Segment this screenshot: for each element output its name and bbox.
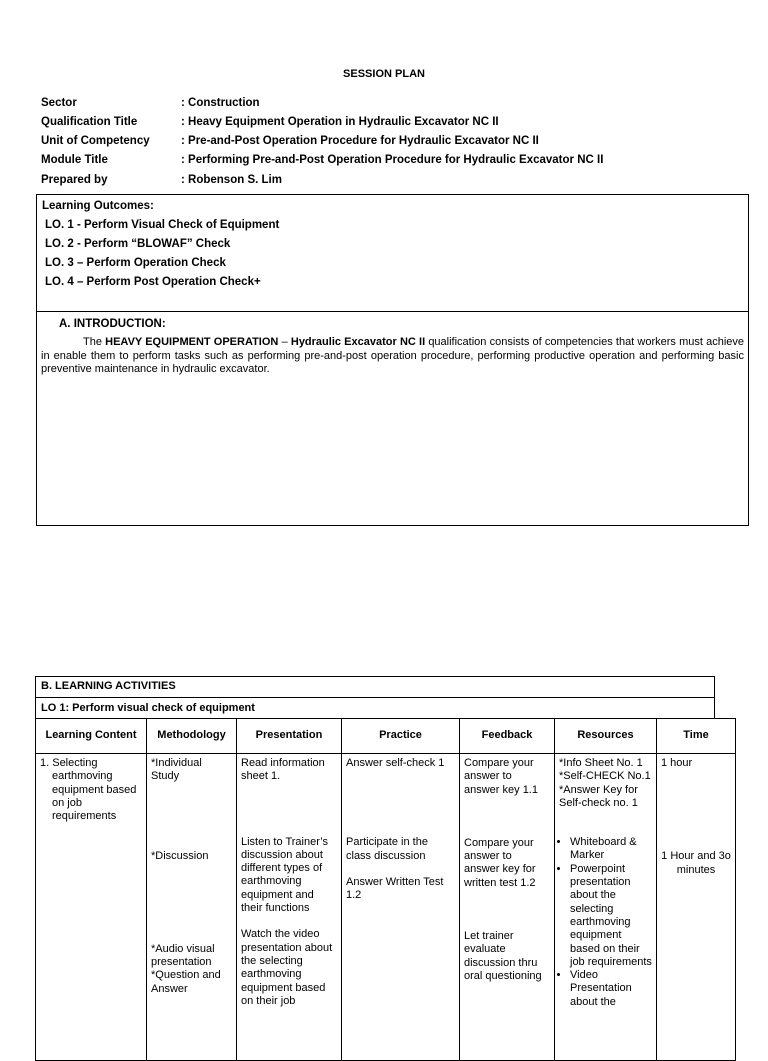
lo1-header (35, 697, 715, 719)
methodology-item: *Individual Study (151, 757, 202, 783)
presentation-item: Watch the video presentation about the selecting earthmoving equipment based on their job (241, 928, 333, 1007)
lo1-title: LO 1: Perform visual check of equipment (41, 702, 255, 714)
col-resources: Resources (555, 719, 657, 754)
resource-item: *Self-CHECK No.1 (559, 770, 651, 783)
resources-cell (555, 754, 657, 1061)
time-item: 1 Hour and 3o minutes (661, 850, 731, 876)
resource-list-item: • Powerpoint presentation about the selecting earthmoving equipment based on their job requirements (570, 863, 652, 969)
outcome-item: LO. 2 - Perform “BLOWAF” Check (45, 238, 231, 250)
learning-content-text: 1. Selecting earthmoving equipment based on job requirements (40, 757, 137, 823)
feedback-item: Compare your answer to answer key 1.1 (464, 757, 538, 796)
qualification-value: : Heavy Equipment Operation in Hydraulic Excavator NC II (181, 116, 499, 128)
resource-list-item: • Whiteboard & Marker (570, 836, 652, 863)
col-practice: Practice (342, 719, 460, 754)
resource-list-item: • Video Presentation about the (570, 969, 652, 1009)
outcomes-intro-box (36, 194, 749, 526)
resource-item: *Answer Key for Self-check no. 1 (559, 783, 638, 809)
methodology-cell (147, 754, 237, 1061)
col-time: Time (657, 719, 736, 754)
qualification-label: Qualification Title (41, 116, 138, 128)
methodology-item: *Audio visual presentation *Question and Answer (151, 942, 221, 995)
practice-item: Answer self-check 1 (346, 757, 445, 769)
outcome-item: LO. 4 – Perform Post Operation Check+ (45, 276, 261, 288)
sector-value: : Construction (181, 97, 260, 109)
learning-content-cell (36, 754, 147, 1061)
feedback-item: Compare your answer to answer key for written test 1.2 (464, 836, 536, 889)
col-feedback: Feedback (460, 719, 555, 754)
feedback-item: Let trainer evaluate discussion thru oral questioning (464, 930, 542, 982)
outcome-item: LO. 3 – Perform Operation Check (45, 257, 226, 269)
introduction-heading: A. INTRODUCTION: (59, 318, 166, 330)
table-header-row (36, 719, 736, 754)
unit-value: : Pre-and-Post Operation Procedure for Hydraulic Excavator NC II (181, 135, 539, 147)
sector-label: Sector (41, 97, 77, 109)
section-divider (37, 311, 748, 312)
practice-item: Participate in the class discussion (346, 836, 428, 862)
resources-list (559, 836, 652, 1009)
prepared-by-label: Prepared by (41, 174, 108, 186)
time-item: 1 hour (661, 757, 693, 769)
col-presentation: Presentation (237, 719, 342, 754)
methodology-item: *Discussion (151, 849, 209, 862)
unit-label: Unit of Competency (41, 135, 150, 147)
feedback-cell (460, 754, 555, 1061)
presentation-item: Read information sheet 1. (241, 757, 325, 783)
module-value: : Performing Pre-and-Post Operation Procedure for Hydraulic Excavator NC II (181, 154, 604, 166)
prepared-by-value: : Robenson S. Lim (181, 174, 282, 186)
presentation-cell (237, 754, 342, 1061)
resource-item: *Info Sheet No. 1 (559, 757, 643, 769)
learning-activities-header (35, 676, 715, 698)
outcome-item: LO. 1 - Perform Visual Check of Equipment (45, 219, 280, 231)
practice-cell (342, 754, 460, 1061)
practice-item: Answer Written Test 1.2 (346, 875, 444, 902)
page-title: SESSION PLAN (343, 68, 425, 80)
outcomes-heading: Learning Outcomes: (42, 200, 154, 212)
col-methodology: Methodology (147, 719, 237, 754)
learning-activities-title: B. LEARNING ACTIVITIES (41, 680, 176, 692)
table-row (36, 754, 736, 1061)
presentation-item: Listen to Trainer’s discussion about different types of earthmoving equipment and their functions (241, 835, 329, 915)
introduction-text: The HEAVY EQUIPMENT OPERATION – Hydraulic Excavator NC II qualification consists of competencies that workers must achieve in enable them to perform tasks such as performing pre-and-post operation procedure, performing productive operation and performing basic preventive maintenance in hydraulic excavator. (41, 336, 745, 375)
col-learning-content: Learning Content (36, 719, 147, 754)
time-cell (657, 754, 736, 1061)
activities-table (35, 718, 736, 1061)
module-label: Module Title (41, 154, 108, 166)
